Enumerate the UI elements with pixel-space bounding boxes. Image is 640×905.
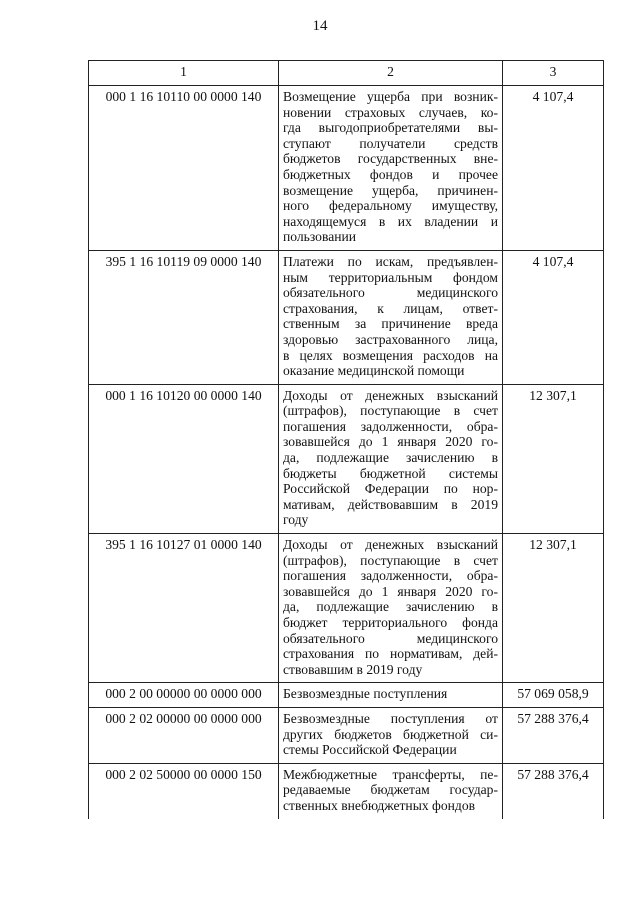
description-line: бюджетных фондов и прочее xyxy=(283,166,498,182)
description-line: оказание медицинской помощи xyxy=(283,363,465,379)
table-row xyxy=(89,86,604,251)
description-line: ного федеральному имуществу, xyxy=(283,198,498,214)
description-line: Доходы от денежных взысканий xyxy=(283,537,498,553)
description-line: Межбюджетные трансферты, пе- xyxy=(283,766,498,782)
revenue-description xyxy=(279,763,503,818)
description-line: бюджеты бюджетной системы xyxy=(283,465,498,481)
revenue-description xyxy=(279,683,503,708)
description-line: ственных внебюджетных фондов xyxy=(283,797,476,813)
description-line: ственным за причинение вреда xyxy=(283,316,498,332)
table-row xyxy=(89,683,604,708)
table-header-row xyxy=(89,61,604,86)
description-line: погашения задолженности, обра- xyxy=(283,568,498,584)
revenue-description xyxy=(279,534,503,683)
description-line: да, подлежащие зачислению в xyxy=(283,599,498,615)
description-line: бюджет территориального фонда xyxy=(283,615,498,630)
budget-revenue-table xyxy=(88,60,604,819)
table-row xyxy=(89,763,604,818)
revenue-amount: 4 107,4 xyxy=(503,250,604,384)
description-line: бюджетов государственных вне- xyxy=(283,151,498,167)
description-line: мативам, действовавшим в 2019 xyxy=(283,496,498,512)
description-line: новении страховых случаев, ко- xyxy=(283,104,498,120)
revenue-amount: 57 069 058,9 xyxy=(503,683,604,708)
revenue-description xyxy=(279,707,503,763)
description-line: в целях возмещения расходов на xyxy=(283,347,498,363)
budget-classification-code: 000 2 00 00000 00 0000 000 xyxy=(89,683,279,708)
revenue-description xyxy=(279,86,503,251)
description-line: обязательного медицинского xyxy=(283,285,498,301)
page-number: 14 xyxy=(312,18,328,34)
budget-classification-code: 395 1 16 10119 09 0000 140 xyxy=(89,250,279,384)
column-header-code: 1 xyxy=(89,61,279,86)
budget-classification-code: 395 1 16 10127 01 0000 140 xyxy=(89,534,279,683)
description-line: (штрафов), поступающие в счет xyxy=(283,552,498,568)
description-line: страхования, к лицам, ответ- xyxy=(283,300,498,316)
table-row xyxy=(89,707,604,763)
description-line: здоровью застрахованного лица, xyxy=(283,331,498,347)
budget-classification-code: 000 2 02 00000 00 0000 000 xyxy=(89,707,279,763)
description-line: ствовавшим в 2019 году xyxy=(283,661,423,677)
description-line: гда выгодоприобретателями вы- xyxy=(283,120,498,136)
budget-classification-code: 000 2 02 50000 00 0000 150 xyxy=(89,763,279,818)
revenue-amount: 4 107,4 xyxy=(503,86,604,251)
description-line: Возмещение ущерба при возник- xyxy=(283,89,498,104)
description-line: обязательного медицинского xyxy=(283,630,498,646)
revenue-amount: 12 307,1 xyxy=(503,384,604,533)
description-line: редаваемые бюджетам государ- xyxy=(283,782,498,798)
description-line: году xyxy=(283,512,309,528)
description-line: Российской Федерации по нор- xyxy=(283,481,498,497)
table-row xyxy=(89,384,604,533)
budget-classification-code: 000 1 16 10110 00 0000 140 xyxy=(89,86,279,251)
column-header-description: 2 xyxy=(279,61,503,86)
description-line: Доходы от денежных взысканий xyxy=(283,387,498,403)
budget-classification-code: 000 1 16 10120 00 0000 140 xyxy=(89,384,279,533)
description-line: страхования по нормативам, дей- xyxy=(283,646,498,662)
description-line: находящемуся в их владении и xyxy=(283,213,498,229)
table-row xyxy=(89,534,604,683)
revenue-description xyxy=(279,250,503,384)
revenue-amount: 57 288 376,4 xyxy=(503,707,604,763)
description-line: зовавшейся до 1 января 2020 го- xyxy=(283,583,498,599)
description-line: пользовании xyxy=(283,229,357,245)
description-line: Безвозмездные поступления xyxy=(283,686,448,702)
description-line: (штрафов), поступающие в счет xyxy=(283,403,498,419)
description-line: возмещение ущерба, причинен- xyxy=(283,182,498,198)
revenue-amount: 57 288 376,4 xyxy=(503,763,604,818)
description-line: погашения задолженности, обра- xyxy=(283,418,498,434)
description-line: да, подлежащие зачислению в xyxy=(283,450,498,466)
description-line: Безвозмездные поступления от xyxy=(283,710,498,726)
revenue-description xyxy=(279,384,503,533)
revenue-amount: 12 307,1 xyxy=(503,534,604,683)
description-line: Платежи по искам, предъявлен- xyxy=(283,253,498,269)
description-line: зовавшейся до 1 января 2020 го- xyxy=(283,434,498,450)
table-row xyxy=(89,250,604,384)
description-line: ступают получатели средств xyxy=(283,135,498,151)
column-header-amount: 3 xyxy=(503,61,604,86)
description-line: других бюджетов бюджетной си- xyxy=(283,726,498,742)
description-line: стемы Российской Федерации xyxy=(283,742,457,758)
description-line: ным территориальным фондом xyxy=(283,269,498,285)
